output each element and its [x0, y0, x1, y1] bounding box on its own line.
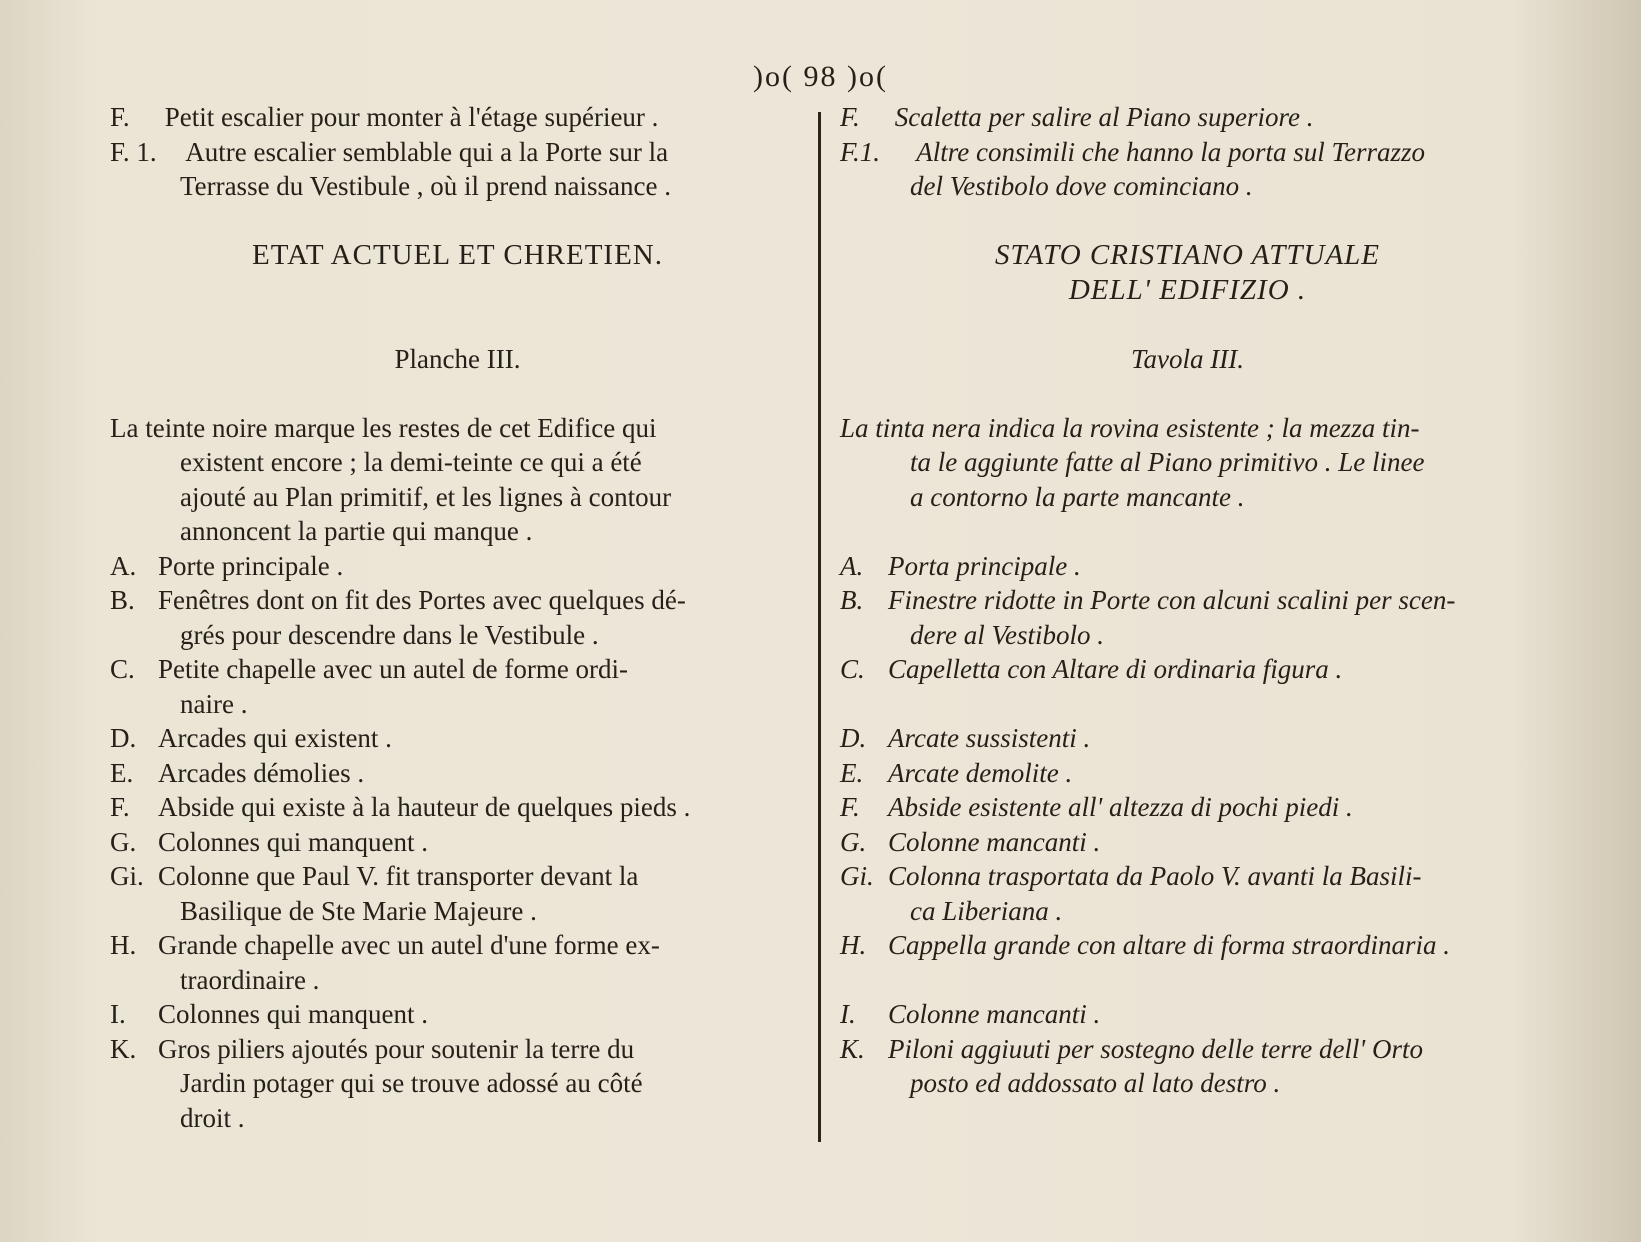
item-text: Autre escalier semblable qui a la Porte sur la — [185, 136, 669, 167]
item-text: Capelletta con Altare di ordinaria figura . — [888, 654, 1343, 684]
it-item-h — [840, 928, 1535, 963]
item-key: A. — [840, 550, 864, 581]
it-item-i — [840, 997, 1535, 1032]
item-text: Fenêtres dont on fit des Portes avec quelques dé- — [158, 585, 686, 615]
fr-heading: ETAT ACTUEL ET CHRETIEN. — [252, 239, 663, 271]
item-text: Arcades qui existent . — [158, 723, 392, 753]
it-top-item-f — [840, 100, 1535, 135]
it-item-e — [840, 756, 1535, 791]
item-key: B. — [110, 585, 135, 615]
item-key: F. — [840, 102, 860, 132]
fr-item-h — [110, 928, 805, 963]
item-key: I. — [110, 999, 126, 1029]
item-key: I. — [840, 999, 856, 1029]
it-intro-line: La tinta nera indica la rovina esistente ; la mezza tin- — [840, 412, 1420, 443]
it-item-f — [840, 790, 1535, 825]
item-text: Colonna trasportata da Paolo V. avanti la Basili- — [888, 861, 1422, 891]
item-text: Altre consimili che hanno la porta sul Terrazzo — [916, 136, 1426, 167]
fr-intro-line: ajouté au Plan primitif, et les lignes à contour — [180, 481, 672, 512]
fr-item-k — [110, 1032, 805, 1067]
item-text-cont: Terrasse du Vestibule , où il prend naissance . — [180, 171, 671, 201]
it-heading-line: STATO CRISTIANO ATTUALE — [994, 239, 1381, 271]
item-key: E. — [110, 757, 134, 788]
it-item-g — [840, 825, 1535, 860]
item-key: F.1. — [840, 136, 881, 167]
item-key: K. — [840, 1033, 865, 1064]
fr-item-d — [110, 721, 805, 756]
it-top-item-f1 — [840, 135, 1535, 170]
item-text-cont: posto ed addossato al lato destro . — [910, 1068, 1281, 1098]
fr-item-i — [110, 997, 805, 1032]
item-text-cont: Basilique de Ste Marie Majeure . — [180, 895, 537, 926]
column-divider — [818, 112, 821, 1142]
item-text-cont: grés pour descendre dans le Vestibule . — [180, 619, 599, 650]
fr-item-f — [110, 790, 805, 825]
item-text: Colonne mancanti . — [888, 999, 1101, 1029]
item-text: Colonnes qui manquent . — [158, 826, 428, 857]
item-text-cont: droit . — [180, 1102, 245, 1133]
item-text: Piloni aggiuuti per sostegno delle terre dell' Orto — [888, 1033, 1423, 1064]
fr-plate: Planche III. — [394, 343, 521, 374]
fr-top-item-f1 — [110, 135, 805, 170]
item-text: Arcades démolies . — [158, 757, 365, 788]
it-item-gi — [840, 859, 1535, 894]
item-key: Gi. — [840, 861, 874, 891]
item-text-cont: naire . — [180, 688, 248, 719]
item-key: E. — [840, 757, 864, 788]
item-text: Petit escalier pour monter à l'étage supérieur . — [164, 102, 659, 132]
fr-intro-line: existent encore ; la demi-teinte ce qui a été — [180, 447, 642, 477]
it-plate: Tavola III. — [1131, 343, 1244, 374]
it-item-b — [840, 583, 1535, 618]
item-key: F. — [840, 792, 860, 822]
item-text: Gros piliers ajoutés pour soutenir la terre du — [158, 1033, 635, 1064]
item-text: Abside esistente all' altezza di pochi piedi . — [888, 792, 1353, 822]
item-text: Colonne que Paul V. fit transporter devant la — [158, 861, 639, 891]
item-key: F. 1. — [110, 136, 157, 167]
fr-item-b — [110, 583, 805, 618]
item-text: Colonnes qui manquent . — [158, 999, 428, 1029]
item-text: Finestre ridotte in Porte con alcuni scalini per scen- — [888, 585, 1456, 615]
fr-item-gi — [110, 859, 805, 894]
item-text: Porte principale . — [158, 550, 344, 581]
item-key: C. — [840, 654, 865, 684]
item-key: D. — [840, 723, 867, 753]
item-key: A. — [110, 550, 137, 581]
it-intro-line: ta le aggiunte fatte al Piano primitivo . Le linee — [910, 447, 1425, 477]
item-key: H. — [110, 930, 137, 960]
item-key: C. — [110, 654, 135, 684]
item-text-cont: traordinaire . — [180, 964, 320, 995]
item-key: B. — [840, 585, 864, 615]
french-column — [110, 100, 805, 1135]
item-text-cont: ca Liberiana . — [910, 895, 1063, 926]
item-key: H. — [840, 930, 867, 960]
it-item-k — [840, 1032, 1535, 1067]
item-key: F. — [110, 792, 130, 822]
it-item-c — [840, 652, 1535, 687]
item-text: Arcate sussistenti . — [888, 723, 1091, 753]
fr-intro-line: annoncent la partie qui manque . — [180, 516, 533, 546]
fr-item-e — [110, 756, 805, 791]
item-text-cont: dere al Vestibolo . — [910, 619, 1104, 650]
item-key: G. — [840, 826, 867, 857]
item-text: Cappella grande con altare di forma straordinaria . — [888, 930, 1451, 960]
fr-item-a — [110, 549, 805, 584]
page-header: )o( 98 )o( — [753, 60, 888, 93]
it-item-a — [840, 549, 1535, 584]
item-text: Porta principale . — [888, 550, 1081, 581]
it-heading-line: DELL' EDIFIZIO . — [1068, 273, 1307, 306]
item-key: F. — [110, 102, 130, 132]
item-text-cont: del Vestibolo dove cominciano . — [910, 171, 1253, 201]
item-text: Petite chapelle avec un autel de forme ordi- — [158, 654, 629, 684]
item-text: Grande chapelle avec un autel d'une forme ex- — [158, 930, 660, 960]
it-item-d — [840, 721, 1535, 756]
item-key: G. — [110, 826, 137, 857]
item-key: D. — [110, 723, 137, 753]
item-text: Colonne mancanti . — [888, 826, 1101, 857]
fr-intro-line: La teinte noire marque les restes de cet Edifice qui — [110, 412, 657, 443]
item-text: Scaletta per salire al Piano superiore . — [894, 102, 1314, 132]
item-key: Gi. — [110, 861, 144, 891]
item-key: K. — [110, 1033, 137, 1064]
it-intro-line: a contorno la parte mancante . — [910, 481, 1245, 512]
item-text-cont: Jardin potager qui se trouve adossé au côté — [180, 1068, 643, 1098]
fr-top-item-f — [110, 100, 805, 135]
italian-column — [840, 100, 1535, 1101]
fr-item-g — [110, 825, 805, 860]
item-text: Abside qui existe à la hauteur de quelques pieds . — [158, 792, 691, 822]
fr-item-c — [110, 652, 805, 687]
item-text: Arcate demolite . — [888, 757, 1073, 788]
